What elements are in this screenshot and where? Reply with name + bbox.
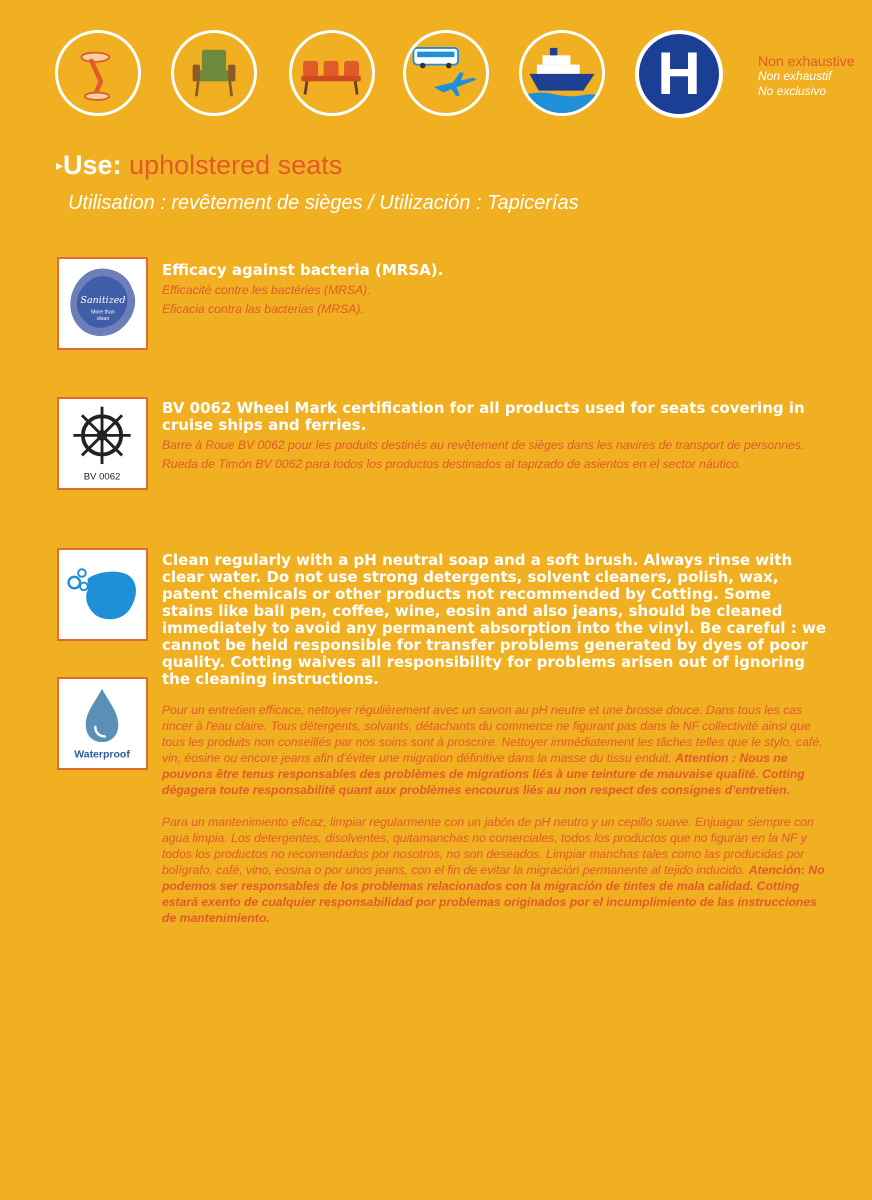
cleaning-es-bold: Atención: No podemos ser responsables de los problemas relacionados con la migración de tintes de mala calidad. Cotting estará exento de cualquier responsabilidad por problemas originados por el incumplimiento de las instrucciones de mantenimiento. bbox=[162, 863, 825, 925]
wheel-mark-badge bbox=[57, 397, 148, 490]
sanitized-en: Efficacy against bacteria (MRSA). bbox=[162, 261, 444, 279]
cleaning-es-normal: Para un mantenimiento eficaz, limpiar regularmente con un jabón de pH neutro y un cepillo suave. Enjuagar siempre con agua limpia. Los detergentes, disolventes, quitamanchas no comerciales, todos los productos que no figuran en la NF y todos los productos no recomendados por nosotros, no son deseados. Limpiar manchas tales como las producidas por bolígrafo, café, vino, eosina o por unos jeans, con el fin de evitar la migración permanente al tejido inducido. bbox=[162, 815, 814, 877]
use-heading bbox=[56, 150, 342, 181]
wheel-section bbox=[162, 400, 827, 472]
hospital-letter: H bbox=[639, 34, 719, 114]
usage-icons-row bbox=[55, 30, 755, 120]
bus-plane-icon bbox=[403, 30, 489, 116]
use-colon: : bbox=[112, 150, 122, 180]
cleaning-fr-normal: Pour un entretien efficace, nettoyer régulièrement avec un savon au pH neutre et une brosse douce. Dans tous les cas rincer à l'eau claire. Tous détergents, solvants, détachants du commerce ne figurant pas dans le NF collectivité ainsi que tous les produits non conseillés par nos soins sont à proscrire. Nettoyer immédiatement les tâches telles que le stylo, café, vin, éosine ou encore jeans afin d'éviter une migration définitive dans la masse du tissu enduit. bbox=[162, 703, 823, 765]
wheel-en: BV 0062 Wheel Mark certification for all products used for seats covering in cruise ships and ferries. bbox=[162, 399, 805, 434]
use-value: upholstered seats bbox=[129, 150, 343, 180]
wheel-es: Rueda de Timón BV 0062 para todos los productos destinados al tapizado de asientos en el sector náutico. bbox=[162, 457, 742, 471]
cleaning-en: Clean regularly with a pH neutral soap and a soft brush. Always rinse with clear water. Do not use strong detergents, solvent cleaners, polish, wax, patent chemicals or other products not recommended by Cotting. Some stains like ball pen, coffee, wine, eosin and also jeans, should be cleaned immediately to avoid any permanent absorption into the vinyl. Be careful : we cannot be held responsible for transfer problems generated by dyes of poor quality. Cotting waives all responsibility for problems arisen out of ignoring the cleaning instructions. bbox=[162, 551, 827, 688]
use-label: Use bbox=[63, 150, 113, 180]
cleaning-fr bbox=[162, 702, 827, 798]
cleaning-badge bbox=[57, 548, 148, 641]
ship-wheel-icon bbox=[73, 407, 130, 464]
cleaning-es bbox=[162, 814, 827, 926]
armchair-icon bbox=[171, 30, 257, 116]
use-subtitle: Utilisation : revêtement de sièges / Utilización : Tapicerías bbox=[68, 192, 579, 214]
soap-bubbles-icon bbox=[69, 569, 136, 619]
cruise-ship-icon bbox=[519, 30, 605, 116]
non-exhaustive-es: No exclusivo bbox=[758, 84, 827, 98]
sanitized-badge-sub2: clean bbox=[96, 316, 110, 323]
wheel-mark-badge-label: BV 0062 bbox=[83, 471, 121, 483]
non-exhaustive-note bbox=[758, 54, 855, 99]
waiting-bench-icon bbox=[289, 30, 375, 116]
water-drop-icon bbox=[86, 689, 119, 743]
sanitized-section bbox=[162, 262, 827, 317]
triangle-bullet-icon: ▸ bbox=[56, 157, 64, 173]
waterproof-badge bbox=[57, 677, 148, 770]
sanitized-es: Eficacia contra las bacterias (MRSA). bbox=[162, 302, 364, 316]
cleaning-section bbox=[162, 552, 827, 926]
sanitized-badge-sub1: More than bbox=[91, 309, 115, 316]
waterproof-label: Waterproof bbox=[74, 748, 130, 761]
bar-stool-icon bbox=[55, 30, 141, 116]
cleaning-fr-bold: Attention : Nous ne pouvons être tenus responsables des problèmes de migrations liés à une teinture de mauvaise qualité. Cotting dégagera toute responsabilité quant aux problèmes encourus liés au non respect des consignes d'entretien. bbox=[162, 751, 805, 797]
hospital-icon bbox=[635, 30, 723, 118]
sanitized-badge bbox=[57, 257, 148, 350]
sanitized-badge-title: Sanitized bbox=[80, 295, 126, 307]
non-exhaustive-en: Non exhaustive bbox=[758, 53, 855, 69]
sanitized-fr: Efficacité contre les bactéries (MRSA). bbox=[162, 283, 371, 297]
wheel-fr: Barre à Roue BV 0062 pour les produits destinés au revêtement de sièges dans les navires de transport de personnes. bbox=[162, 438, 805, 452]
non-exhaustive-fr: Non exhaustif bbox=[758, 69, 832, 83]
